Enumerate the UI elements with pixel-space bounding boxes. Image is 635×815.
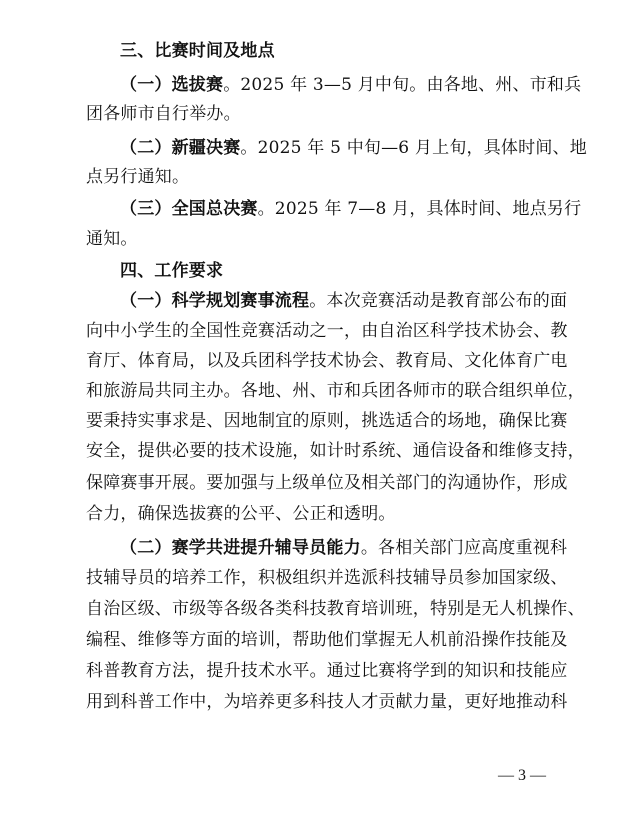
paragraph-line (120, 537, 568, 559)
page-number: — 3 — (498, 767, 546, 784)
text-run: 。各相关部门应高度重视科 (360, 538, 568, 558)
paragraph-line: 自治区级、市级等各级各类科技教育培训班，特别是无人机操作、 (86, 599, 585, 619)
paragraph-line: 编程、维修等方面的培训，帮助他们掌握无人机前沿操作技能及 (86, 630, 568, 650)
paragraph-line: 团各师市自行举办。 (86, 104, 241, 124)
text-run: 。本次竞赛活动是教育部公布的面 (309, 291, 568, 311)
subheading: （三）全国总决赛 (120, 199, 258, 219)
paragraph-line: 技辅导员的培养工作，积极组织并选派科技辅导员参加国家级、 (86, 568, 568, 588)
text-run: 。2025 年 3—5 月中旬。由各地、州、市和兵 (223, 75, 582, 95)
paragraph-line: 向中小学生的全国性竞赛活动之一，由自治区科学技术协会、教 (86, 321, 568, 341)
text-run: 。2025 年 7—8 月，具体时间、地点另行 (257, 199, 582, 219)
paragraph-line: 保障赛事开展。要加强与上级单位及相关部门的沟通协作，形成 (86, 473, 568, 493)
paragraph-line (120, 74, 582, 96)
paragraph-line: 点另行通知。 (86, 167, 190, 187)
paragraph-line: 科普教育方法，提升技术水平。通过比赛将学到的知识和技能应 (86, 661, 568, 681)
text-run: 。2025 年 5 中旬—6 月上旬，具体时间、地 (240, 138, 587, 158)
section-heading-3: 三、比赛时间及地点 (120, 41, 275, 61)
paragraph-line: 和旅游局共同主办。各地、州、市和兵团各师市的联合组织单位， (86, 381, 585, 401)
paragraph-line (120, 198, 582, 220)
paragraph-line (120, 290, 568, 312)
subheading: （二）赛学共进提升辅导员能力 (120, 538, 361, 558)
subheading: （一）选拔赛 (120, 75, 224, 95)
section-heading-4: 四、工作要求 (120, 261, 224, 281)
paragraph-line (120, 137, 587, 159)
subheading: （一）科学规划赛事流程 (120, 291, 310, 311)
paragraph-line: 合力，确保选拔赛的公平、公正和透明。 (86, 504, 396, 524)
paragraph-line: 通知。 (86, 229, 138, 249)
paragraph-line: 用到科普工作中，为培养更多科技人才贡献力量，更好地推动科 (86, 692, 568, 712)
subheading: （二）新疆决赛 (120, 138, 241, 158)
paragraph-line: 要秉持实事求是、因地制宜的原则，挑选适合的场地，确保比赛 (86, 411, 568, 431)
paragraph-line: 育厅、体育局，以及兵团科学技术协会、教育局、文化体育广电 (86, 351, 568, 371)
paragraph-line: 安全，提供必要的技术设施，如计时系统、通信设备和维修支持， (86, 441, 585, 461)
